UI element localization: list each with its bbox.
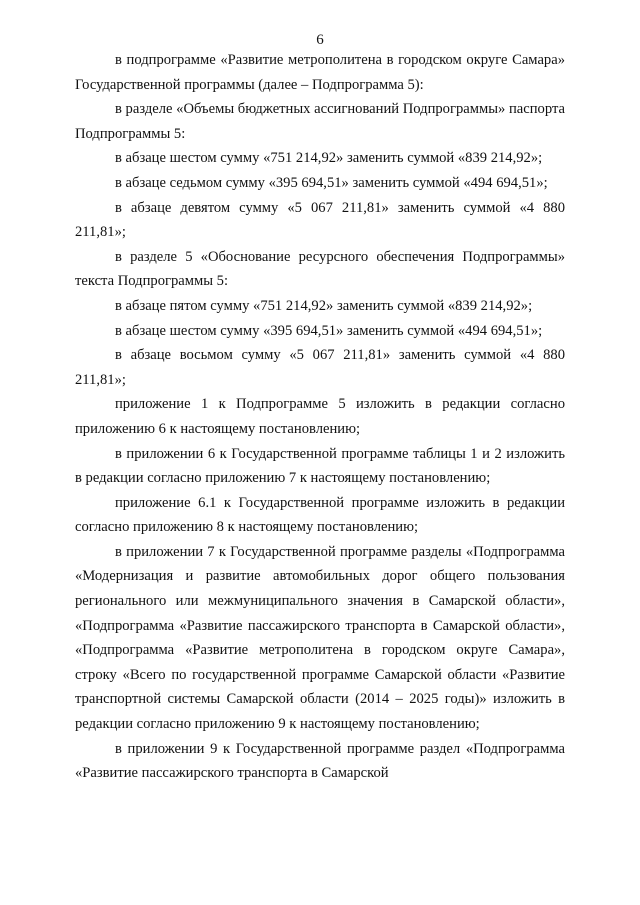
paragraph: в абзаце шестом сумму «395 694,51» заменить суммой «494 694,51»; [115, 322, 543, 339]
page-number: 6 [316, 32, 324, 48]
paragraph: в абзаце восьмом сумму «5 067 211,81» заменить суммой «4 880 211,81»; [75, 347, 565, 388]
paragraph: в разделе 5 «Обоснование ресурсного обеспечения Подпрограммы» текста Подпрограммы 5: [75, 248, 565, 290]
paragraph: в приложении 7 к Государственной программе разделы «Подпрограмма «Модернизация и развитие автомобильных дорог общего пользования регионального или межмуниципального значения в Самарской области», «Подпрограмма «Развитие пассажирского транспорта в Самарской области», «Подпрограмма «Развитие метрополитена в городском округе Самара», строку «Всего по государственной программе Самарской области «Развитие транспортной системы Самарской области (2014 – 2025 годы)» изложить в редакции согласно приложению 9 к настоящему постановлению; [75, 543, 565, 733]
paragraph: в подпрограмме «Развитие метрополитена в городском округе Самара» Государственной программы (далее – Подпрограмма 5): [75, 52, 565, 93]
paragraph: в абзаце седьмом сумму «395 694,51» заменить суммой «494 694,51»; [115, 174, 548, 191]
paragraph: приложение 1 к Подпрограмме 5 изложить в редакции согласно приложению 6 к настоящему постановлению; [75, 396, 565, 437]
paragraph: в абзаце пятом сумму «751 214,92» заменить суммой «839 214,92»; [115, 297, 533, 314]
paragraph: приложение 6.1 к Государственной программе изложить в редакции согласно приложению 8 к настоящему постановлению; [75, 494, 565, 536]
paragraph: в абзаце девятом сумму «5 067 211,81» заменить суммой «4 880 211,81»; [75, 199, 565, 241]
paragraph: в абзаце шестом сумму «751 214,92» заменить суммой «839 214,92»; [115, 150, 543, 167]
document-body [75, 48, 565, 786]
paragraph: в приложении 9 к Государственной программе раздел «Подпрограмма «Развитие пассажирского транспорта в Самарской [75, 740, 565, 782]
paragraph: в приложении 6 к Государственной программе таблицы 1 и 2 изложить в редакции согласно приложению 7 к настоящему постановлению; [75, 445, 565, 487]
paragraph: в разделе «Объемы бюджетных ассигнований Подпрограммы» паспорта Подпрограммы 5: [75, 101, 565, 142]
